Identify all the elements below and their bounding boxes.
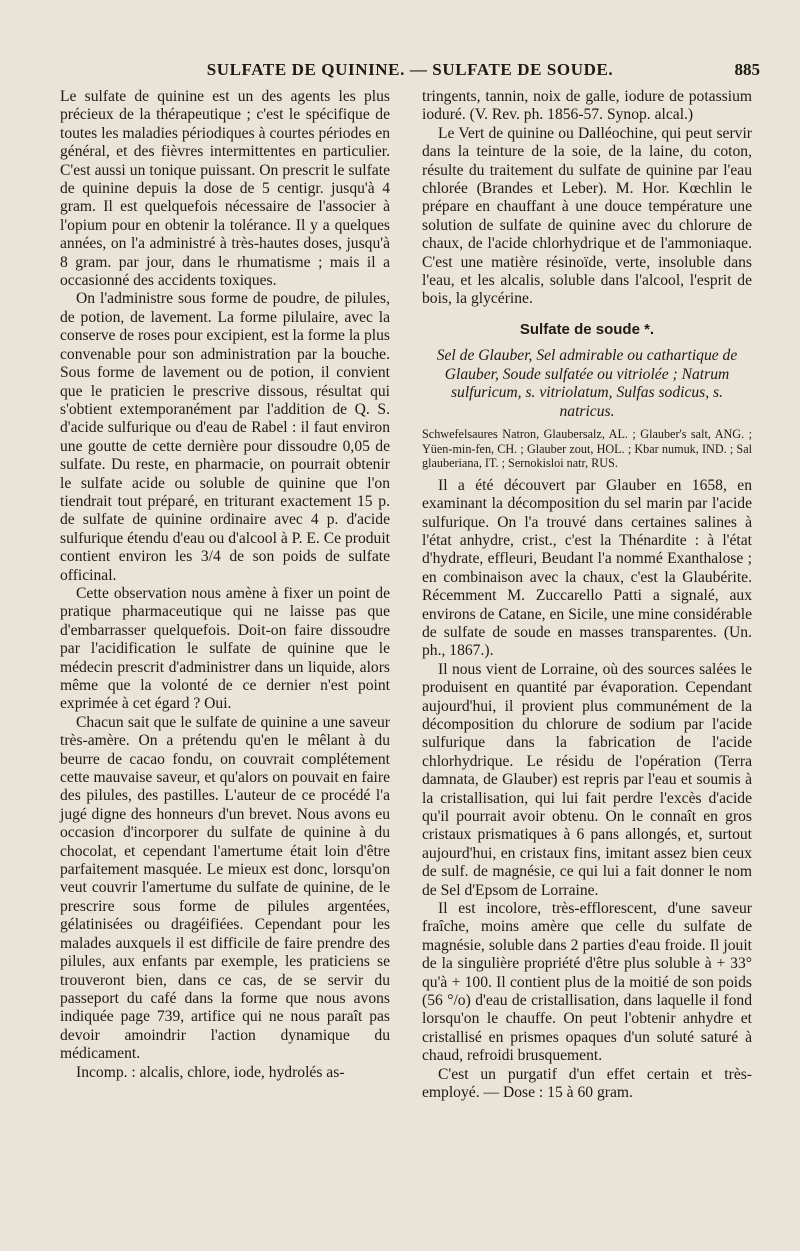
foreign-names: Schwefelsaures Natron, Glaubersalz, AL. ; Glauber's salt, ANG. ; Yüen-min-fen, CH. ; Glauber zout, HOL. ; Kbar numuk, IND. ; Sal glauberiana, IT. ; Sernokisloi natr, RUS. bbox=[422, 426, 752, 471]
paragraph-observation: Cette observation nous amène à fixer un point de pratique pharmaceutique qui ne laisse pas que d'embarrasser quelquefois. Doit-on faire dissoudre par l'acidification le sulfate de quinine que le médecin prescrit d'administrer dans un liquide, alors même que la volonté de ce dernier n'est point exprimée à cet égard ? Oui. bbox=[60, 584, 390, 713]
paragraph-vert-de-quinine: Le Vert de quinine ou Dalléochine, qui peut servir dans la teinture de la soie, de la laine, du coton, résulte du traitement du sulfate de quinine par l'eau chlorée (Brandes et Leber). M. Hor. Kœchlin le prépare en chauffant à une douce température une solution de sulfate de quinine avec du chlorure de chaux, de l'acide chlorhydrique et de l'ammoniaque. C'est une matière résinoïde, verte, insoluble dans l'eau, et les alcalis, soluble dans l'alcool, l'esprit de bois, la glycérine. bbox=[422, 124, 752, 308]
right-column bbox=[422, 88, 752, 1103]
page-number: 885 bbox=[734, 60, 760, 79]
paragraph-dose: C'est un purgatif d'un effet certain et très-employé. — Dose : 15 à 60 gram. bbox=[422, 1065, 752, 1102]
paragraph-bitterness: Chacun sait que le sulfate de quinine a une saveur très-amère. On a prétendu qu'en le mêlant à du beurre de cacao fondu, on couvrait complétement cette mauvaise saveur, et qu'alors on pouvait en faire des pilules, des pastilles. L'auteur de ce procédé l'a jugé digne des honneurs d'un brevet. Nous avons eu occasion d'incorporer du sulfate de quinine à du chocolat, et cependant l'amertume était loin d'être parfaitement masquée. Le mieux est donc, lorsqu'on veut couvrir l'amertume du sulfate de quinine, de le prescrire sous forme de pilules argentées, gélatinisées ou dragéifiées. Cependant pour les malades auxquels il est difficile de faire prendre des pilules, aux enfants par exemple, les praticiens se trouveront bien, dans ce cas, de se servir du passeport du café dans la forme que nous avons indiquée page 739, artifice qui ne nous paraît pas devoir amoindrir l'action dynamique du médicament. bbox=[60, 713, 390, 1063]
paragraph-origin: Il nous vient de Lorraine, où des sources salées le produisent en quantité par évaporation. Cependant aujourd'hui, il provient plus communément de la décomposition du chlorure de sodium par l'acide sulfurique dans la fabrication de l'acide chlorhydrique. Le résidu de l'opération (Terra damnata, de Glauber) est repris par l'eau et soumis à la cristallisation, qui lui fait perdre l'excès d'acide qu'il pourrait avoir obtenu. On le connaît en gros cristaux prismatiques à 6 pans allongés, et, surtout aujourd'hui, en cristaux fins, imitant assez bien ceux de sulf. de magnésie, ce qui lui a fait donner le nom de Sel d'Epsom de Lorraine. bbox=[422, 660, 752, 899]
running-header bbox=[60, 60, 760, 84]
left-column bbox=[60, 88, 390, 1082]
running-title: SULFATE DE QUININE. — SULFATE DE SOUDE. bbox=[206, 60, 614, 79]
paragraph-discovery: Il a été découvert par Glauber en 1658, en examinant la décomposition du sel marin par l'acide sulfurique. On l'a trouvé dans certaines salines à l'état anhydre, crist., c'est la Thénardite : à l'état d'hydrate, effleuri, Beudant l'a nommé Exanthalose ; en combinaison avec la chaux, c'est la Glaubérite. Récemment M. Zuccarello Patti a signalé, aux environs de Catane, en Sicile, une mine considérable de sulfate de soude en masses transparentes. (Un. ph., 1867.). bbox=[422, 476, 752, 660]
paragraph-administration: On l'administre sous forme de poudre, de pilules, de potion, de lavement. La forme pilulaire, avec la conserve de roses pour excipient, est la forme la plus convenable pour son administration par la bouche. Sous forme de lavement ou de potion, il convient que le praticien le prescrive dissous, résultat qui s'obtient extemporanément par l'addition de Q. S. d'acide sulfurique ou d'eau de Rabel : il faut environ une goutte de cette dernière pour dissoudre 0,05 de sulfate. Du reste, en pharmacie, on pourrait obtenir le sulfate acide ou soluble de quinine que l'on tiendrait tout préparé, en triturant exactement 15 p. de sulfate de quinine ordinaire avec 4 p. d'acide sulfurique étendu d'eau ou d'alcool à P. E. Ce produit contient environ les 3/4 de son poids de sulfate officinal. bbox=[60, 290, 390, 584]
paragraph-properties: Il est incolore, très-efflorescent, d'une saveur fraîche, moins amère que celle du sulfate de magnésie, soluble dans 2 parties d'eau froide. Il jouit de la singulière propriété d'être plus soluble à + 33° qu'à + 100. Il contient plus de la moitié de son poids (56 °/o) d'eau de cristallisation, dans laquelle il fond lorsqu'on le chauffe. On peut l'obtenir anhydre et cristallisé en prismes opaques d'un soluté saturé à chaud, refroidi brusquement. bbox=[422, 900, 752, 1065]
synonyms: Sel de Glauber, Sel admirable ou cathartique de Glauber, Soude sulfatée ou vitriolée ; Natrum sulfuricum, s. vitriolatum, Sulfas sodicus, s. natricus. bbox=[436, 347, 738, 420]
paragraph-incompatibles: Incomp. : alcalis, chlore, iode, hydrolés as- bbox=[76, 1063, 345, 1081]
paragraph-continuation: tringents, tannin, noix de galle, iodure de potassium ioduré. (V. Rev. ph. 1856-57. Synop. alcal.) bbox=[422, 88, 752, 124]
paragraph-quinine-uses: Le sulfate de quinine est un des agents les plus précieux de la thérapeutique ; c'est le spécifique de toutes les maladies périodiques à courtes périodes en général, et des fièvres intermittentes en particulier. C'est aussi un tonique puissant. On prescrit le sulfate de quinine depuis la dose de 5 centigr. jusqu'à 4 gram. Il est quelquefois nécessaire de l'associer à l'opium pour en obtenir la tolérance. Il y a quelques années, on l'a administré à très-hautes doses, jusqu'à 8 gram. par jour, dans le rhumatisme ; mais il a occasionné des accidents toxiques. bbox=[60, 88, 390, 290]
section-heading-sulfate-de-soude: Sulfate de soude *. bbox=[519, 320, 655, 338]
